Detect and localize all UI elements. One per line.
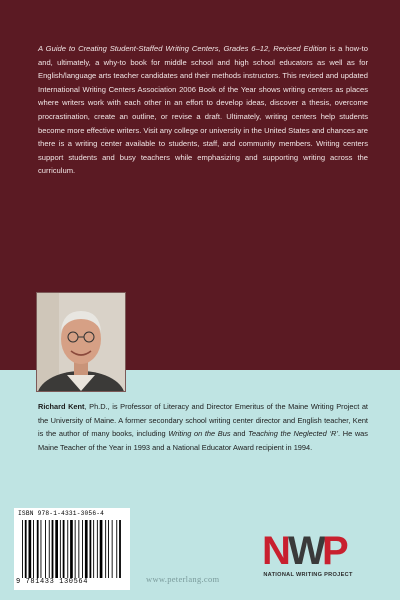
bio-text-2: and bbox=[230, 429, 249, 439]
author-name: Richard Kent bbox=[38, 402, 85, 411]
logo-letter-w: W bbox=[288, 529, 326, 568]
barcode-bars bbox=[22, 520, 126, 578]
book-title: A Guide to Creating Student-Staffed Writing Centers, Grades 6–12, Revised Edition bbox=[38, 44, 327, 53]
author-photo bbox=[36, 292, 126, 392]
publisher-website: www.peterlang.com bbox=[146, 574, 220, 584]
author-bio bbox=[38, 400, 368, 454]
isbn-barcode bbox=[14, 508, 130, 590]
description-body: is a how-to and, ultimately, a why-to book for middle school and high school educators as well as for English/language arts teacher candidates and their methods instructors. This revised and updated International Writing Centers Association 2006 Book of the Year shows writing centers as places where writers work with each other in an effort to develop ideas, discover a thesis, overcome procrastination, create an outline, or revise a draft. Ultimately, writing centers help students become more effective writers. Visit any college or university in the United States and chances are there is a writing center available to students, staff, and community members. Writing centers support students and busy teachers while emphasizing and supporting writing across the curriculum. bbox=[38, 44, 368, 176]
bio-text-1: , Ph.D., is Professor of Literacy and Director Emeritus of the Maine Writing Project at the University of Maine. A former secondary school writing center director and English teacher, Kent is the author of many books, including bbox=[38, 402, 368, 439]
logo-letter-p: P bbox=[322, 529, 349, 568]
nwp-label: NATIONAL WRITING PROJECT bbox=[263, 572, 353, 578]
book-description bbox=[38, 42, 368, 178]
book-title-1: Writing on the Bus bbox=[168, 429, 231, 439]
barcode-number: 9 781433 130564 bbox=[16, 578, 89, 586]
isbn-text: ISBN 978-1-4331-3056-4 bbox=[18, 510, 105, 517]
logo-letter-n: N bbox=[262, 529, 291, 568]
nwp-logo bbox=[262, 528, 350, 568]
book-title-2: Teaching the Neglected ‘R’ bbox=[248, 429, 339, 439]
bio-text-3: . He was Maine Teacher of the Year in 1993 and a National Educator Award recipient in 1994. bbox=[38, 429, 368, 452]
